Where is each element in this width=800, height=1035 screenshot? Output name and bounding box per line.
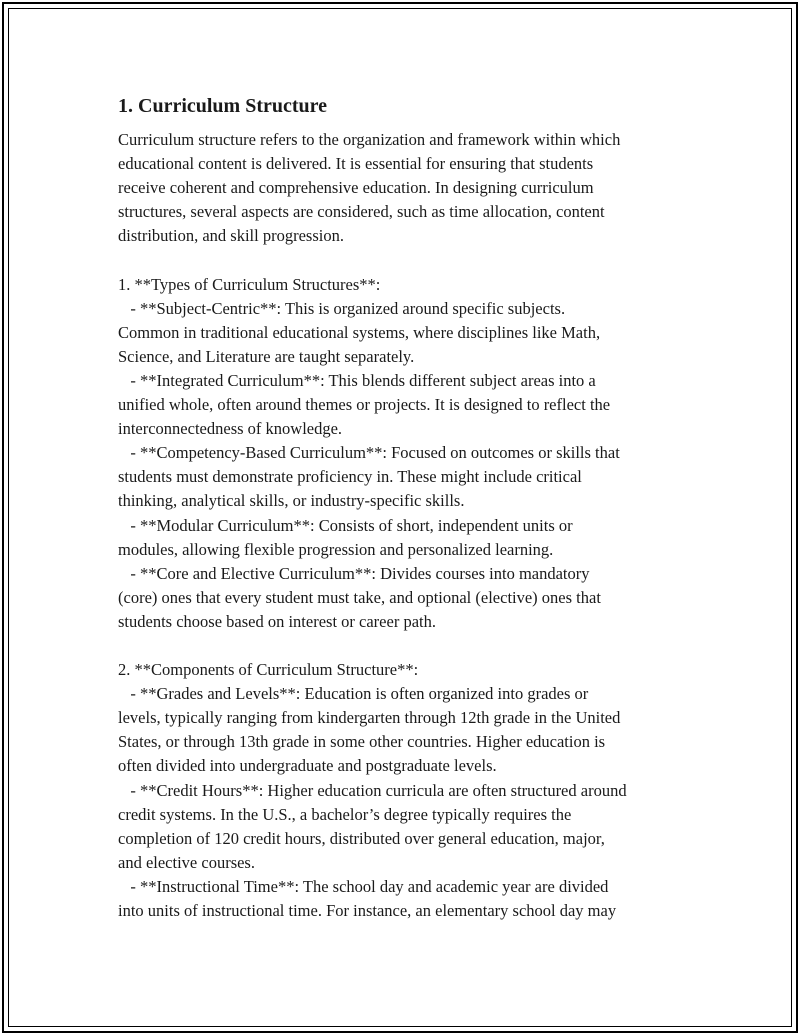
text-line: students choose based on interest or career path. [118, 611, 436, 631]
section-heading: 1. Curriculum Structure [118, 95, 328, 117]
text-line: modules, allowing flexible progression and personalized learning. [118, 539, 554, 559]
blank-line [118, 634, 688, 658]
text-line: thinking, analytical skills, or industry-specific skills. [118, 491, 465, 511]
text-line: and elective courses. [118, 852, 255, 872]
text-line: educational content is delivered. It is essential for ensuring that students [118, 154, 594, 174]
document-body [118, 92, 688, 923]
text-line: levels, typically ranging from kindergarten through 12th grade in the United [118, 708, 621, 728]
text-line: 1. **Types of Curriculum Structures**: [118, 274, 381, 294]
text-line: States, or through 13th grade in some other countries. Higher education is [118, 732, 606, 752]
text-line: - **Integrated Curriculum**: This blends different subject areas into a [118, 370, 596, 390]
text-line: (core) ones that every student must take, and optional (elective) ones that [118, 587, 601, 607]
text-line: - **Core and Elective Curriculum**: Divides courses into mandatory [118, 563, 590, 583]
text-line: into units of instructional time. For instance, an elementary school day may [118, 901, 617, 920]
text-line: Science, and Literature are taught separately. [118, 346, 415, 366]
text-line: often divided into undergraduate and postgraduate levels. [118, 756, 497, 776]
text-line: unified whole, often around themes or projects. It is designed to reflect the [118, 395, 611, 415]
section-text [118, 128, 688, 923]
text-line: - **Grades and Levels**: Education is often organized into grades or [118, 684, 589, 704]
text-line: - **Subject-Centric**: This is organized around specific subjects. [118, 298, 566, 318]
text-line: distribution, and skill progression. [118, 226, 344, 246]
text-line: - **Modular Curriculum**: Consists of short, independent units or [118, 515, 573, 535]
text-line: Common in traditional educational systems, where disciplines like Math, [118, 322, 601, 342]
text-line: - **Instructional Time**: The school day and academic year are divided [118, 876, 609, 896]
text-line: completion of 120 credit hours, distributed over general education, major, [118, 828, 605, 848]
text-line: receive coherent and comprehensive education. In designing curriculum [118, 178, 594, 198]
text-line: interconnectedness of knowledge. [118, 419, 343, 439]
text-line: credit systems. In the U.S., a bachelor’s degree typically requires the [118, 804, 572, 824]
text-line: Curriculum structure refers to the organization and framework within which [118, 130, 621, 149]
text-line: - **Competency-Based Curriculum**: Focused on outcomes or skills that [118, 443, 620, 463]
text-line: students must demonstrate proficiency in. These might include critical [118, 467, 582, 487]
text-line: - **Credit Hours**: Higher education curricula are often structured around [118, 780, 627, 800]
blank-line [118, 248, 688, 272]
text-line: 2. **Components of Curriculum Structure**: [118, 660, 419, 680]
text-line: structures, several aspects are considered, such as time allocation, content [118, 202, 605, 222]
